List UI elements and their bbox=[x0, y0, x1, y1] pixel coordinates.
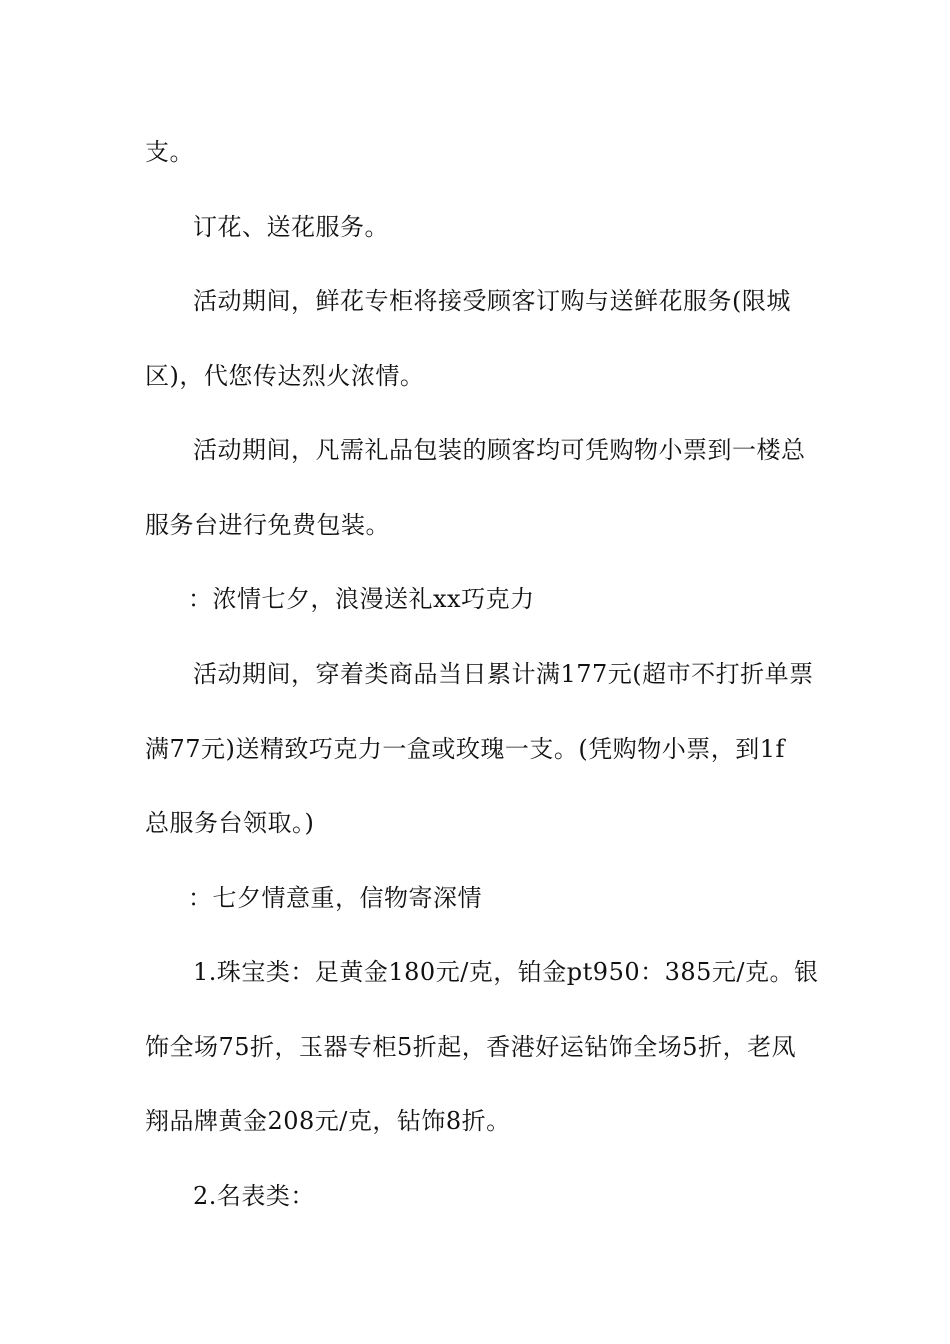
text-line: 活动期间，鲜花专柜将接受顾客订购与送鲜花服务(限城 bbox=[193, 287, 791, 315]
section-heading: ：七夕情意重，信物寄深情 bbox=[188, 884, 482, 912]
text-line: 总服务台领取。) bbox=[145, 809, 315, 837]
text-line: 活动期间，穿着类商品当日累计满177元(超市不打折单票 bbox=[193, 660, 814, 688]
text-line: 区)，代您传达烈火浓情。 bbox=[145, 362, 425, 390]
text-line: 满77元)送精致巧克力一盒或玫瑰一支。(凭购物小票，到1f bbox=[145, 735, 785, 763]
text-line: 服务台进行免费包装。 bbox=[145, 511, 390, 539]
text-line: 支。 bbox=[145, 138, 194, 166]
text-line: 1.珠宝类：足黄金180元/克，铂金pt950：385元/克。银 bbox=[193, 958, 819, 986]
text-line: 订花、送花服务。 bbox=[193, 213, 389, 241]
text-line: 2.名表类： bbox=[193, 1182, 315, 1210]
section-heading: ：浓情七夕，浪漫送礼xx巧克力 bbox=[188, 585, 535, 613]
text-line: 饰全场75折，玉器专柜5折起，香港好运钻饰全场5折，老凤 bbox=[145, 1033, 797, 1061]
text-line: 翔品牌黄金208元/克，钻饰8折。 bbox=[145, 1107, 511, 1135]
text-line: 活动期间，凡需礼品包装的顾客均可凭购物小票到一楼总 bbox=[193, 436, 806, 464]
